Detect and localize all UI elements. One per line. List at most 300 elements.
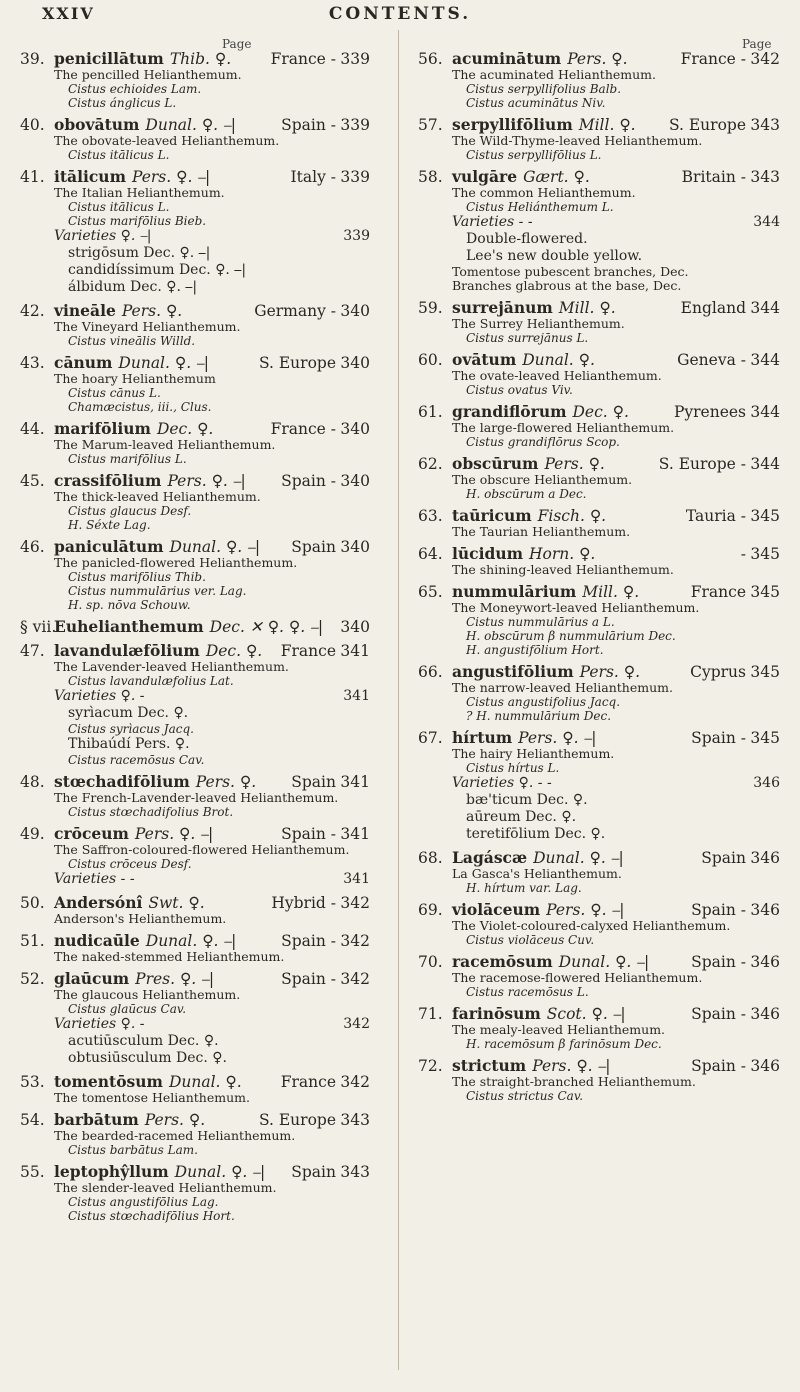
species-authority: Pers. ♀. ⎯|: [532, 1057, 611, 1075]
common-name: The racemose-flowered Helianthemum.: [452, 970, 703, 985]
contents-entry: [418, 583, 780, 657]
common-name: The straight-branched Helianthemum.: [452, 1074, 696, 1089]
page-reference: 341: [340, 825, 370, 843]
synonym: Cistus angustifōlius Lag.: [68, 1195, 219, 1209]
entry-heading: [418, 729, 780, 747]
common-name: The narrow-leaved Helianthemum.: [452, 680, 673, 695]
contents-entry: [418, 403, 780, 449]
page-reference: 342: [340, 894, 370, 912]
page-reference: 346: [750, 901, 780, 919]
species-region: Spain -: [691, 1005, 746, 1023]
species-authority: Dunal. ♀. ⎯|: [118, 354, 210, 372]
species-name: paniculātum: [54, 537, 164, 556]
species-region: S. Europe: [258, 354, 336, 372]
species-name: cānum: [54, 353, 113, 372]
synonym: Cistus syrìacus Jacq.: [68, 722, 194, 736]
page-reference: 341: [340, 773, 370, 791]
synonym: Chamæcistus, iii., Clus.: [68, 400, 212, 414]
variety-name: candidíssimum Dec. ♀. ⎯|: [68, 262, 247, 278]
entry-heading: [20, 538, 370, 556]
entry-number: 66.: [418, 663, 443, 681]
species-region: Britain -: [681, 168, 746, 186]
common-name: The mealy-leaved Helianthemum.: [452, 1022, 666, 1037]
variety-name: strigōsum Dec. ♀. ⎯|: [68, 245, 211, 261]
contents-entry: [20, 472, 370, 532]
common-name: The ovate-leaved Helianthemum.: [452, 368, 662, 383]
contents-entry: [20, 1111, 370, 1157]
species-authority: Dec. ♀.: [205, 642, 263, 660]
synonym: Cistus cānus L.: [68, 386, 161, 400]
contents-entry: [20, 1163, 370, 1223]
synonym: Cistus nummulārius ver. Lag.: [68, 584, 247, 598]
species-name: barbātum: [54, 1110, 139, 1129]
species-name: strictum: [452, 1056, 527, 1075]
entry-heading: [20, 894, 370, 912]
species-name: nudicaūle: [54, 931, 140, 950]
page-reference: 343: [340, 1111, 370, 1129]
variety-page: [336, 279, 370, 296]
entry-heading: [418, 403, 780, 421]
entry-heading: [418, 168, 780, 186]
variety-row: [20, 736, 370, 753]
entry-heading: [20, 302, 370, 320]
variety-note: Branches glabrous at the base, Dec.: [452, 278, 682, 293]
variety-page: [336, 705, 370, 722]
synonym: H. sp. nōva Schouw.: [68, 598, 191, 612]
variety-name: Varieties ♀. ⎯|: [54, 228, 152, 244]
entry-number: 47.: [20, 642, 45, 660]
species-name: glaūcum: [54, 969, 130, 988]
page-reference: 342: [340, 970, 370, 988]
variety-row: [418, 775, 780, 792]
variety-name: acutiūsculum Dec. ♀.: [68, 1033, 219, 1049]
species-name: surrejānum: [452, 298, 553, 317]
species-region: S. Europe: [258, 1111, 336, 1129]
synonym: Cistus lavandulæfolius Lat.: [68, 674, 234, 688]
entry-number: 52.: [20, 970, 45, 988]
species-name: nummulārium: [452, 582, 577, 601]
species-authority: Mill. ♀.: [558, 299, 616, 317]
species-region: Spain -: [691, 1057, 746, 1075]
species-authority: Pers. ♀.: [144, 1111, 206, 1129]
species-region: S. Europe -: [658, 455, 746, 473]
page-reference: 340: [340, 302, 370, 320]
species-name: taūricum: [452, 506, 532, 525]
species-authority: Thib. ♀.: [169, 50, 232, 68]
variety-name: Varieties - -: [452, 214, 533, 230]
species-authority: Pers. ♀. ⎯|: [134, 825, 214, 843]
variety-row: [418, 231, 780, 248]
common-name: The slender-leaved Helianthemum.: [54, 1180, 277, 1195]
entry-heading: [20, 354, 370, 372]
entry-heading: [20, 642, 370, 660]
variety-row: [20, 705, 370, 722]
common-name: The French-Lavender-leaved Helianthemum.: [54, 790, 339, 805]
entry-heading: [20, 1073, 370, 1091]
variety-row: [20, 871, 370, 888]
variety-row: [20, 279, 370, 296]
synonym: Cistus serpyllifolius Balb.: [466, 82, 622, 96]
variety-name: Double-flowered.: [466, 231, 588, 247]
contents-entry: [20, 302, 370, 348]
species-region: France: [690, 583, 746, 601]
synonym: Cistus acuminātus Niv.: [466, 96, 606, 110]
species-authority: Pers. ♀. ⎯|: [546, 901, 625, 919]
page-reference: 346: [750, 849, 780, 867]
left-column: [20, 50, 370, 1229]
entry-number: 49.: [20, 825, 45, 843]
page-reference: 346: [750, 1005, 780, 1023]
species-authority: Pers. ♀.: [121, 302, 183, 320]
page-header: [0, 0, 800, 26]
contents-entry: [20, 538, 370, 612]
entry-number: 40.: [20, 116, 45, 134]
entry-heading: [418, 663, 780, 681]
page-reference: 339: [340, 168, 370, 186]
species-region: Spain -: [281, 472, 336, 490]
species-name: lavandulæfōlium: [54, 641, 200, 660]
entry-number: 59.: [418, 299, 443, 317]
species-authority: Pres. ♀. ⎯|: [135, 970, 215, 988]
species-authority: Dunal. ♀. ⎯|: [558, 953, 650, 971]
entry-number: 43.: [20, 354, 45, 372]
species-authority: Dec. ♀.: [156, 420, 214, 438]
contents-entry: [418, 507, 780, 539]
variety-row: [418, 248, 780, 265]
synonym: Cistus stœchadifōlius Hort.: [68, 1209, 235, 1223]
variety-page: [746, 809, 780, 826]
entry-heading: [418, 1005, 780, 1023]
species-region: Spain: [291, 773, 336, 791]
species-region: Spain: [291, 538, 336, 556]
variety-page: [336, 262, 370, 279]
contents-entry: [418, 455, 780, 501]
species-region: France -: [270, 50, 336, 68]
contents-entry: [418, 901, 780, 947]
contents-entry: [418, 545, 780, 577]
page-reference: 344: [750, 455, 780, 473]
species-authority: Scot. ♀. ⎯|: [546, 1005, 626, 1023]
contents-entry: [20, 932, 370, 964]
variety-row: [20, 1016, 370, 1033]
entry-heading: [418, 583, 780, 601]
synonym: H. racemōsum β farinōsum Dec.: [466, 1037, 662, 1051]
entry-number: 65.: [418, 583, 443, 601]
variety-name: Varieties - -: [54, 871, 135, 887]
common-name: The Wild-Thyme-leaved Helianthemum.: [452, 133, 703, 148]
species-name: ovātum: [452, 350, 517, 369]
entry-heading: [418, 545, 780, 563]
entry-number: 42.: [20, 302, 45, 320]
species-name: obovātum: [54, 115, 140, 134]
variety-page: 346: [753, 775, 780, 791]
variety-name: obtusiūsculum Dec. ♀.: [68, 1050, 227, 1066]
species-region: Cyprus: [690, 663, 746, 681]
common-name: La Gasca's Helianthemum.: [452, 866, 622, 881]
variety-row: [20, 688, 370, 705]
synonym: H. obscūrum β nummulārium Dec.: [466, 629, 676, 643]
variety-page: [336, 736, 370, 753]
synonym: Cistus nummulārius a L.: [466, 615, 615, 629]
common-name: The common Helianthemum.: [452, 185, 636, 200]
entry-heading: [20, 116, 370, 134]
species-authority: Dec. ♀.: [572, 403, 629, 421]
variety-row: [20, 1033, 370, 1050]
entry-number: 45.: [20, 472, 45, 490]
common-name: The hairy Helianthemum.: [452, 746, 615, 761]
synonym: Cistus hírtus L.: [466, 761, 560, 775]
entry-heading: [418, 901, 780, 919]
species-authority: Pers. ♀.: [544, 455, 605, 473]
species-region: Spain -: [281, 932, 336, 950]
species-region: Spain -: [281, 116, 336, 134]
species-name: lūcidum: [452, 544, 523, 563]
entry-heading: [418, 116, 780, 134]
species-authority: Dunal. ♀. ⎯|: [174, 1163, 266, 1181]
common-name: The pencilled Helianthemum.: [54, 67, 242, 82]
synonym: Cistus serpyllifōlius L.: [466, 148, 602, 162]
entry-number: 69.: [418, 901, 443, 919]
page-reference: 342: [340, 932, 370, 950]
species-region: -: [740, 545, 746, 563]
page-reference: 340: [340, 420, 370, 438]
species-name: hírtum: [452, 728, 513, 747]
species-region: France -: [270, 420, 336, 438]
synonym: Cistus marifōlius Bieb.: [68, 214, 207, 228]
common-name: The Lavender-leaved Helianthemum.: [54, 659, 289, 674]
page-reference: 344: [750, 351, 780, 369]
entry-heading: [20, 50, 370, 68]
species-authority: Dunal. ♀. ⎯|: [533, 849, 624, 867]
entry-number: 44.: [20, 420, 45, 438]
species-name: vineāle: [54, 301, 116, 320]
species-region: France -: [680, 50, 746, 68]
synonym: Cistus marifōlius Thib.: [68, 570, 206, 584]
contents-entry: [20, 354, 370, 414]
synonym: Cistus surrejānus L.: [466, 331, 589, 345]
species-authority: Pers. ♀.: [195, 773, 257, 791]
species-name: penicillātum: [54, 49, 164, 68]
entry-number: 72.: [418, 1057, 443, 1075]
entry-number: 63.: [418, 507, 443, 525]
variety-page: 339: [343, 228, 370, 244]
common-name: The Vineyard Helianthemum.: [54, 319, 241, 334]
entry-heading: [20, 1163, 370, 1181]
common-name: The hoary Helianthemum: [54, 371, 216, 386]
variety-page: 341: [343, 871, 370, 887]
species-region: France: [280, 642, 336, 660]
section-label: § vii.: [20, 618, 57, 636]
variety-name: Varieties ♀. -: [54, 1016, 145, 1032]
entry-number: 71.: [418, 1005, 443, 1023]
entry-heading: [418, 50, 780, 68]
species-authority: Pers. ♀. ⎯|: [518, 729, 597, 747]
contents-entry: [20, 1073, 370, 1105]
variety-name: teretifōlium Dec. ♀.: [466, 826, 606, 842]
section-heading: [20, 618, 370, 636]
entry-number: 55.: [20, 1163, 45, 1181]
contents-entry: [418, 168, 780, 293]
species-region: Spain -: [691, 729, 746, 747]
entry-number: 53.: [20, 1073, 45, 1091]
column-divider: [398, 30, 399, 1370]
entry-number: 56.: [418, 50, 443, 68]
variety-page: 344: [753, 214, 780, 230]
species-name: violāceum: [452, 900, 541, 919]
contents-entry: [20, 825, 370, 888]
page-reference: 342: [750, 50, 780, 68]
contents-entry: [418, 50, 780, 110]
species-region: Tauria -: [685, 507, 746, 525]
synonym: ? H. nummulārium Dec.: [466, 709, 612, 723]
section-page: 340: [340, 618, 370, 636]
variety-row: [20, 228, 370, 245]
entry-number: 57.: [418, 116, 443, 134]
variety-name: Thibaúdí Pers. ♀.: [68, 736, 190, 752]
variety-page: 342: [343, 1016, 370, 1032]
common-name: The panicled-flowered Helianthemum.: [54, 555, 298, 570]
entry-number: 67.: [418, 729, 443, 747]
variety-page: [746, 248, 780, 265]
page-column-label-right: Page: [742, 37, 772, 51]
species-name: marifōlium: [54, 419, 151, 438]
contents-entry: [20, 116, 370, 162]
page-reference: 343: [340, 1163, 370, 1181]
synonym: Cistus vineālis Willd.: [68, 334, 196, 348]
contents-entry: [418, 1057, 780, 1103]
species-authority: Dunal. ♀. ⎯|: [145, 116, 237, 134]
contents-entry: [20, 970, 370, 1067]
species-name: vulgāre: [452, 167, 518, 186]
variety-name: Lee's new double yellow.: [466, 248, 643, 264]
entry-heading: [418, 849, 780, 867]
species-name: serpyllifōlium: [452, 115, 573, 134]
page-reference: 345: [750, 507, 780, 525]
variety-name: aūreum Dec. ♀.: [466, 809, 577, 825]
common-name: The Marum-leaved Helianthemum.: [54, 437, 276, 452]
entry-number: 54.: [20, 1111, 45, 1129]
species-name: leptophŷllum: [54, 1162, 169, 1181]
variety-name: bæ'ticum Dec. ♀.: [466, 792, 588, 808]
species-authority: Fisch. ♀.: [537, 507, 607, 525]
common-name: The obovate-leaved Helianthemum.: [54, 133, 280, 148]
variety-note: Tomentose pubescent branches, Dec.: [452, 264, 689, 279]
page-reference: 343: [750, 116, 780, 134]
variety-name: syrìacum Dec. ♀.: [68, 705, 189, 721]
common-name: The Saffron-coloured-flowered Helianthemum.: [54, 842, 350, 857]
species-region: Spain -: [691, 953, 746, 971]
synonym: Cistus marifōlius L.: [68, 452, 187, 466]
species-name: angustifōlium: [452, 662, 574, 681]
entry-number: 58.: [418, 168, 443, 186]
species-region: France: [280, 1073, 336, 1091]
contents-entry: [20, 50, 370, 110]
species-authority: Mill. ♀.: [582, 583, 640, 601]
page-title: CONTENTS.: [328, 4, 472, 24]
variety-row: [418, 809, 780, 826]
section-authority: Dec. ✕ ♀. ♀. ⎯|: [209, 618, 324, 636]
synonym: Cistus racemōsus L.: [466, 985, 589, 999]
entry-number: 41.: [20, 168, 45, 186]
contents-entry: [20, 773, 370, 819]
entry-heading: [20, 970, 370, 988]
species-authority: Dunal. ♀. ⎯|: [145, 932, 237, 950]
entry-number: 62.: [418, 455, 443, 473]
synonym: Cistus ovatus Viv.: [466, 383, 573, 397]
species-authority: Pers. ♀.: [567, 50, 628, 68]
species-region: S. Europe: [668, 116, 746, 134]
species-name: crassifōlium: [54, 471, 162, 490]
species-authority: Pers. ♀. ⎯|: [167, 472, 246, 490]
common-name: The Violet-coloured-calyxed Helianthemum.: [452, 918, 731, 933]
variety-page: [746, 231, 780, 248]
species-authority: Dunal. ♀.: [522, 351, 595, 369]
variety-page: [746, 826, 780, 843]
synonym: Cistus glaūcus Cav.: [68, 1002, 187, 1016]
entry-heading: [418, 1057, 780, 1075]
entry-heading: [20, 773, 370, 791]
synonym: Cistus glaucus Desf.: [68, 504, 192, 518]
common-name: The large-flowered Helianthemum.: [452, 420, 675, 435]
species-name: farinōsum: [452, 1004, 541, 1023]
contents-entry: [20, 420, 370, 466]
species-region: England: [680, 299, 746, 317]
entry-heading: [20, 825, 370, 843]
variety-name: álbidum Dec. ♀. ⎯|: [68, 279, 198, 295]
contents-entry: [20, 894, 370, 926]
species-authority: Swt. ♀.: [148, 894, 205, 912]
page-reference: 342: [340, 1073, 370, 1091]
contents-entry: [20, 642, 370, 767]
common-name: The acuminated Helianthemum.: [452, 67, 657, 82]
entry-heading: [20, 472, 370, 490]
synonym: Cistus itālicus L.: [68, 200, 170, 214]
synonym: H. hírtum var. Lag.: [466, 881, 582, 895]
species-region: Italy -: [290, 168, 336, 186]
variety-row: [20, 245, 370, 262]
species-name: Andersónî: [54, 893, 143, 912]
contents-entry: [418, 729, 780, 843]
species-name: racemōsum: [452, 952, 553, 971]
species-name: acuminātum: [452, 49, 562, 68]
common-name: The obscure Helianthemum.: [452, 472, 633, 487]
synonym: Cistus angustifolius Jacq.: [466, 695, 621, 709]
synonym: Cistus violāceus Cuv.: [466, 933, 595, 947]
page-reference: 345: [750, 545, 780, 563]
variety-page: 341: [343, 688, 370, 704]
common-name: The Surrey Helianthemum.: [452, 316, 625, 331]
synonym: Cistus barbātus Lam.: [68, 1143, 198, 1157]
species-authority: Mill. ♀.: [578, 116, 636, 134]
species-region: Spain -: [281, 825, 336, 843]
entry-number: 46.: [20, 538, 45, 556]
entry-number: 70.: [418, 953, 443, 971]
entry-number: 68.: [418, 849, 443, 867]
page-reference: 345: [750, 729, 780, 747]
contents-entry: [418, 849, 780, 895]
synonym: Cistus ánglicus L.: [68, 96, 177, 110]
page-reference: 344: [750, 299, 780, 317]
entry-heading: [418, 351, 780, 369]
entry-number: 64.: [418, 545, 443, 563]
variety-row: [20, 262, 370, 279]
synonym: H. obscūrum a Dec.: [466, 487, 587, 501]
common-name: The Moneywort-leaved Helianthemum.: [452, 600, 700, 615]
synonym: Cistus racemōsus Cav.: [68, 753, 205, 767]
variety-page: [336, 1033, 370, 1050]
species-name: itālicum: [54, 167, 126, 186]
page-reference: 339: [340, 50, 370, 68]
